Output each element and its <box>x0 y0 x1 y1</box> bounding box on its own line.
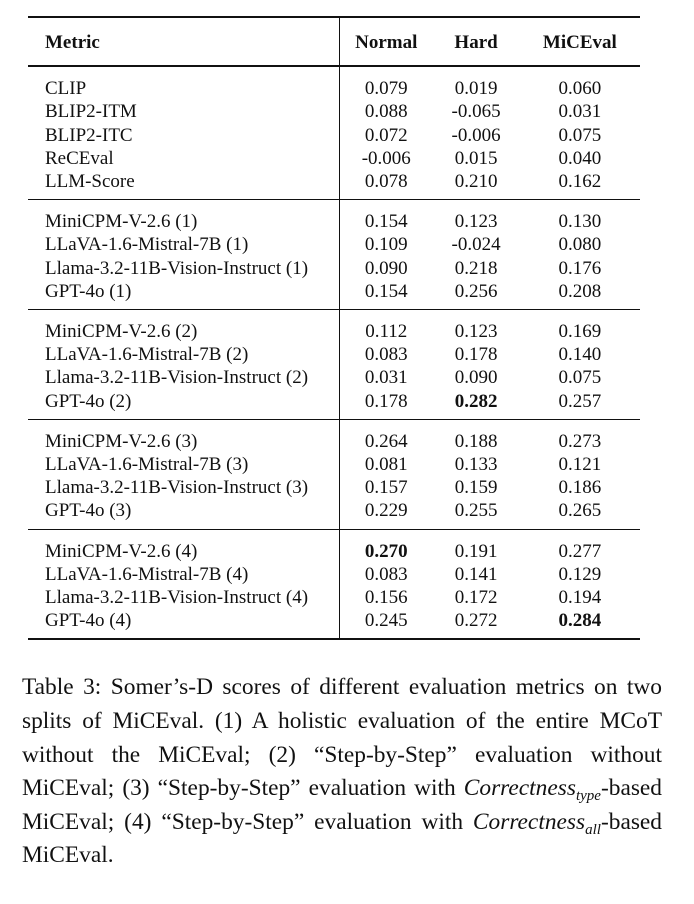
cell-metric: MiniCPM-V-2.6 (1) <box>28 200 340 234</box>
table-row <box>28 257 640 280</box>
cell-metric: LLaVA-1.6-Mistral-7B (4) <box>28 563 340 586</box>
cell-micEval: 0.284 <box>558 610 602 632</box>
cell-micEval: 0.121 <box>558 454 602 476</box>
cell-micEval: 0.040 <box>558 147 602 169</box>
cell-normal: 0.245 <box>364 610 408 632</box>
cell-hard: 0.141 <box>454 563 498 585</box>
table-row <box>28 390 640 420</box>
cell-micEval: 0.176 <box>558 257 602 279</box>
table-row <box>28 310 640 344</box>
header-row <box>28 17 640 66</box>
cell-metric: BLIP2-ITC <box>28 124 340 147</box>
cell-normal: 0.088 <box>364 101 408 123</box>
table-row <box>28 147 640 170</box>
table-row <box>28 476 640 499</box>
cell-hard: 0.282 <box>454 390 498 412</box>
cell-normal: 0.157 <box>364 477 408 499</box>
cell-micEval: 0.169 <box>520 310 640 344</box>
cell-hard: 0.159 <box>454 477 498 499</box>
cell-micEval: 0.257 <box>558 390 602 412</box>
cell-hard: 0.123 <box>432 310 519 344</box>
cell-normal: -0.006 <box>361 147 411 169</box>
cell-normal: 0.109 <box>364 234 408 256</box>
cell-metric: Llama-3.2-11B-Vision-Instruct (2) <box>28 366 340 389</box>
table-row <box>28 233 640 256</box>
cell-normal: 0.270 <box>340 529 433 563</box>
cell-hard: -0.006 <box>451 124 501 146</box>
caption-sub-1: type <box>575 788 601 805</box>
cell-metric: LLM-Score <box>28 170 340 200</box>
table-caption <box>22 671 662 873</box>
cell-hard: 0.256 <box>454 280 498 302</box>
cell-normal: 0.078 <box>364 171 408 193</box>
table-row <box>28 66 640 100</box>
cell-normal: 0.112 <box>340 310 433 344</box>
table-row <box>28 280 640 310</box>
cell-normal: 0.229 <box>364 500 408 522</box>
header-hard: Hard <box>432 17 519 66</box>
table-row <box>28 100 640 123</box>
cell-hard: 0.188 <box>432 419 519 453</box>
cell-hard: 0.172 <box>454 587 498 609</box>
cell-micEval: 0.031 <box>558 101 602 123</box>
table-body <box>28 66 640 639</box>
caption-sub-2: all <box>585 821 601 838</box>
table-row <box>28 170 640 200</box>
cell-normal: 0.178 <box>364 390 408 412</box>
cell-micEval: 0.130 <box>520 200 640 234</box>
cell-micEval: 0.129 <box>558 563 602 585</box>
table-row <box>28 343 640 366</box>
cell-hard: 0.210 <box>454 171 498 193</box>
table-row <box>28 124 640 147</box>
cell-hard: 0.178 <box>454 344 498 366</box>
cell-normal: 0.072 <box>364 124 408 146</box>
cell-metric: MiniCPM-V-2.6 (2) <box>28 310 340 344</box>
cell-micEval: 0.075 <box>558 124 602 146</box>
cell-hard: 0.133 <box>454 454 498 476</box>
cell-metric: GPT-4o (4) <box>28 609 340 639</box>
cell-micEval: 0.273 <box>520 419 640 453</box>
cell-hard: 0.123 <box>432 200 519 234</box>
table-row <box>28 529 640 563</box>
cell-metric: BLIP2-ITM <box>28 100 340 123</box>
table-row <box>28 200 640 234</box>
cell-hard: 0.272 <box>454 610 498 632</box>
cell-normal: 0.156 <box>364 587 408 609</box>
cell-normal: 0.079 <box>364 78 408 100</box>
cell-normal: 0.083 <box>364 563 408 585</box>
caption-term-1: Correctness <box>463 775 576 802</box>
header-normal: Normal <box>340 17 433 66</box>
cell-metric: CLIP <box>28 66 340 100</box>
cell-hard: 0.019 <box>454 78 498 100</box>
cell-hard: 0.090 <box>454 367 498 389</box>
cell-metric: GPT-4o (3) <box>28 499 340 529</box>
table-row <box>28 586 640 609</box>
cell-micEval: 0.080 <box>558 234 602 256</box>
cell-hard: 0.191 <box>432 529 519 563</box>
caption-text-2: -based MiCEval; (4) “Step-by-Step” evaluation with <box>22 775 662 835</box>
cell-normal: 0.083 <box>364 344 408 366</box>
cell-normal: 0.264 <box>340 419 433 453</box>
cell-metric: LLaVA-1.6-Mistral-7B (3) <box>28 453 340 476</box>
cell-metric: Llama-3.2-11B-Vision-Instruct (3) <box>28 476 340 499</box>
header-metric: Metric <box>28 17 340 66</box>
cell-normal: 0.081 <box>364 454 408 476</box>
cell-metric: MiniCPM-V-2.6 (4) <box>28 529 340 563</box>
header-micEval: MiCEval <box>520 17 640 66</box>
cell-hard: 0.255 <box>454 500 498 522</box>
cell-hard: 0.015 <box>454 147 498 169</box>
cell-metric: Llama-3.2-11B-Vision-Instruct (4) <box>28 586 340 609</box>
table-row <box>28 563 640 586</box>
cell-hard: -0.024 <box>451 234 501 256</box>
cell-metric: GPT-4o (2) <box>28 390 340 420</box>
cell-metric: ReCEval <box>28 147 340 170</box>
results-table <box>28 16 640 640</box>
cell-micEval: 0.140 <box>558 344 602 366</box>
table-row <box>28 453 640 476</box>
cell-micEval: 0.186 <box>558 477 602 499</box>
cell-metric: LLaVA-1.6-Mistral-7B (2) <box>28 343 340 366</box>
cell-micEval: 0.208 <box>558 280 602 302</box>
cell-metric: GPT-4o (1) <box>28 280 340 310</box>
cell-hard: -0.065 <box>451 101 501 123</box>
cell-normal: 0.031 <box>364 367 408 389</box>
cell-micEval: 0.060 <box>558 78 602 100</box>
cell-micEval: 0.265 <box>558 500 602 522</box>
cell-metric: MiniCPM-V-2.6 (3) <box>28 419 340 453</box>
caption-text-3: -based MiCEval. <box>22 808 662 869</box>
caption-text-1: Table 3: Somer’s-D scores of different evaluation metrics on two splits of MiCEval. (1) A holistic evaluation of the entire MCoT without the MiCEval; (2) “Step-by-Step” evaluation without MiCEval; (3) “Step-by-Step” evaluation with <box>22 674 662 802</box>
cell-normal: 0.154 <box>340 200 433 234</box>
cell-micEval: 0.162 <box>558 171 602 193</box>
caption-term-2: Correctness <box>472 808 586 835</box>
cell-normal: 0.154 <box>364 280 408 302</box>
cell-hard: 0.218 <box>454 257 498 279</box>
cell-normal: 0.090 <box>364 257 408 279</box>
cell-metric: LLaVA-1.6-Mistral-7B (1) <box>28 233 340 256</box>
cell-micEval: 0.277 <box>520 529 640 563</box>
results-table-container <box>28 16 640 640</box>
cell-micEval: 0.075 <box>558 367 602 389</box>
table-row <box>28 366 640 389</box>
cell-micEval: 0.194 <box>558 587 602 609</box>
table-row <box>28 499 640 529</box>
cell-metric: Llama-3.2-11B-Vision-Instruct (1) <box>28 257 340 280</box>
table-row <box>28 609 640 639</box>
table-row <box>28 419 640 453</box>
